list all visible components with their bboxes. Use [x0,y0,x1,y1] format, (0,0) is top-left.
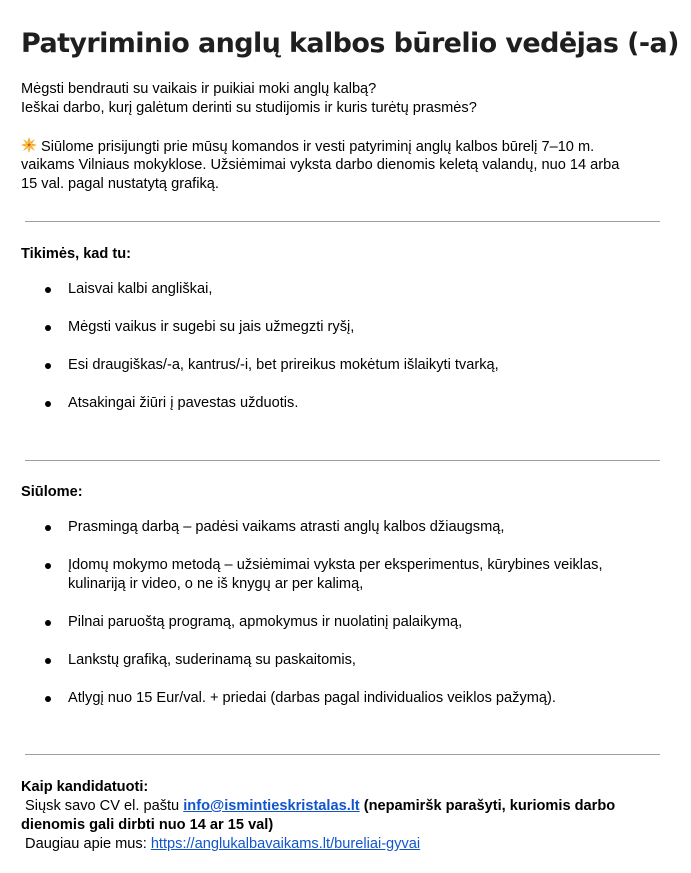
list-item-text: Lankstų grafiką, suderinamą su paskaitomis, [68,652,356,668]
offer-intro-line-1 [21,137,594,157]
offer-list-item [43,689,556,708]
intro-line-2: Ieškai darbo, kurį galėtum derinti su studijomis ir kuris turėtų prasmės? [21,100,477,116]
list-item-text: Pilnai paruoštą programą, apmokymus ir nuolatinį palaikymą, [68,614,463,630]
expect-heading: Tikimės, kad tu: [21,246,132,262]
offer-list-item [43,613,462,632]
apply-line-2: dienomis gali dirbti nuo 14 ar 15 val) [21,817,274,833]
list-item-text: Įdomų mokymo metodą – užsiėmimai vyksta per eksperimentus, kūrybines veiklas, [68,557,603,573]
apply-send-text: Siųsk savo CV el. paštu [21,798,184,814]
apply-line-1 [21,797,615,816]
list-item-text: Prasmingą darbą – padėsi vaikams atrasti anglų kalbos džiaugsmą, [68,519,505,535]
list-item-text: Mėgsti vaikus ir sugebi su jais užmegzti ryšį, [68,319,355,335]
apply-heading: Kaip kandidatuoti: [21,779,149,795]
offer-heading: Siūlome: [21,484,83,500]
divider [25,754,660,755]
website-link[interactable]: https://anglukalbavaikams.lt/bureliai-gyvai [150,836,421,852]
list-item-text: Atsakingai žiūri į pavestas užduotis. [68,395,299,411]
email-link[interactable]: info@ismintieskristalas.lt [183,798,360,814]
intro-line-1: Mėgsti bendrauti su vaikais ir puikiai moki anglų kalbą? [21,81,377,97]
offer-intro-line-2: vaikams Vilniaus mokyklose. Užsiėmimai vyksta darbo dienomis keletą valandų, nuo 14 arba [21,157,620,173]
expect-list-item [43,318,354,337]
offer-list-item [43,556,603,594]
apply-note-text: (nepamiršk parašyti, kuriomis darbo [359,798,616,814]
page-title: Patyriminio anglų kalbos būrelio vedėjas (-a) [21,28,679,59]
list-item-text: Atlygį nuo 15 Eur/val. + priedai (darbas pagal individualios veiklos pažymą). [68,690,556,706]
list-item-text-continued: kulinariją ir video, o ne iš knygų ar per kalimą, [68,576,364,592]
list-item-text: Laisvai kalbi angliškai, [68,281,213,297]
expect-list-item [43,394,298,413]
divider [25,460,660,461]
list-item-text: Esi draugiškas/-a, kantrus/-i, bet prireikus mokėtum išlaikyti tvarką, [68,357,499,373]
offer-intro-line-3: 15 val. pagal nustatytą grafiką. [21,176,219,192]
apply-line-3 [21,835,420,854]
expect-list-item [43,280,212,299]
offer-list-item [43,651,356,670]
expect-list-item [43,356,499,375]
offer-intro-text-1: Siūlome prisijungti prie mūsų komandos ir vesti patyriminį anglų kalbos būrelį 7–10 m. [41,139,595,155]
more-about-text: Daugiau apie mus: [21,836,151,852]
collision-emoji-icon [21,137,37,153]
divider [25,221,660,222]
offer-list-item [43,518,504,537]
